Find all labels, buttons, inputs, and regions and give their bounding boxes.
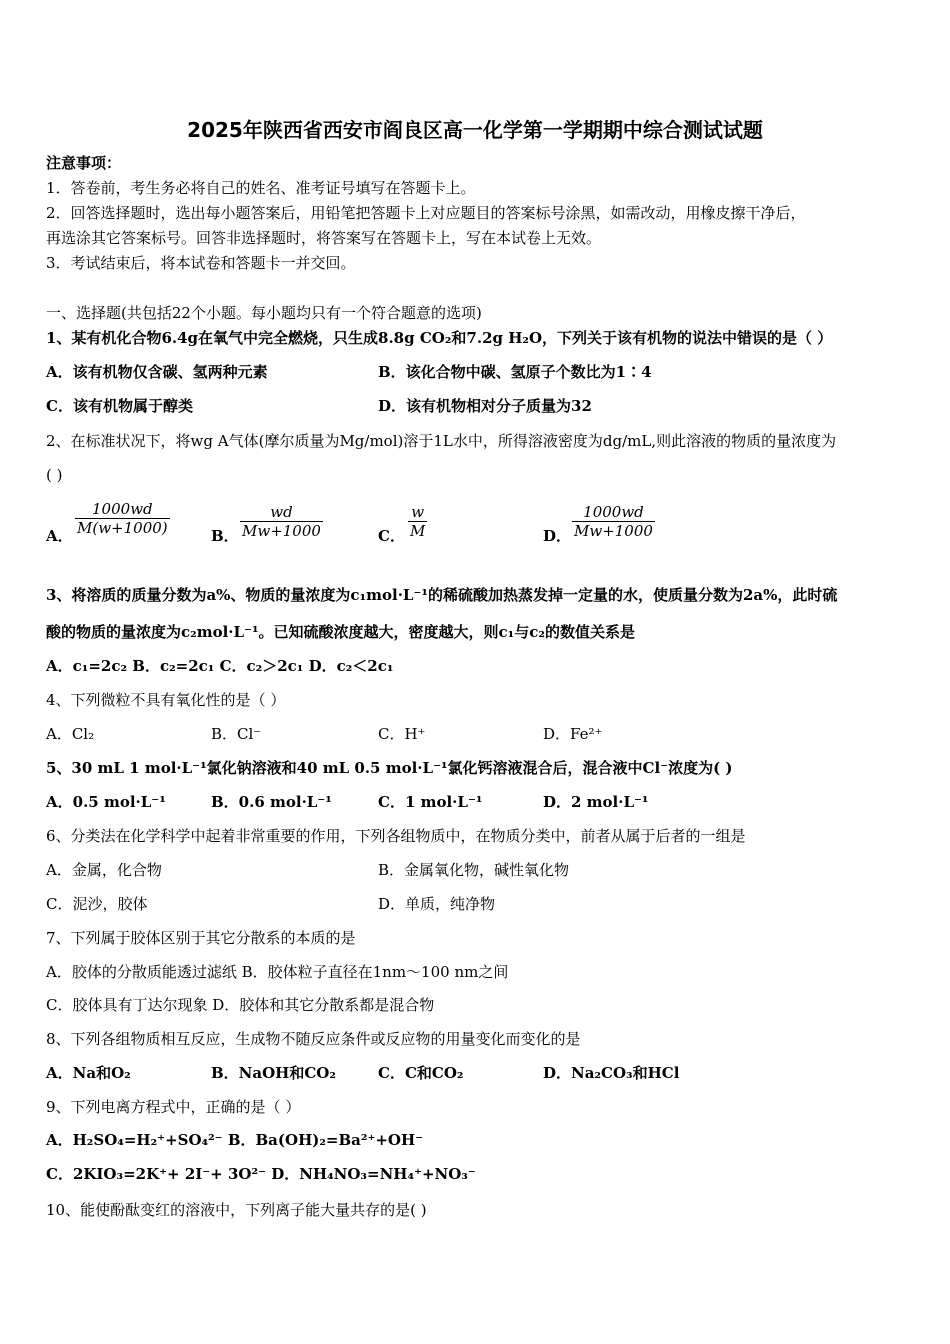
question-5-option-c: C．1 mol·L⁻¹	[378, 793, 483, 811]
question-6-option-b: B．金属氧化物，碱性氧化物	[378, 861, 570, 879]
question-4-option-d: D．Fe²⁺	[543, 725, 603, 743]
question-5-option-b: B．0.6 mol·L⁻¹	[211, 793, 332, 811]
question-8-stem: 8、下列各组物质相互反应，生成物不随反应条件或反应物的用量变化而变化的是	[46, 1030, 581, 1048]
question-8-option-c: C．C和CO₂	[378, 1064, 464, 1082]
notice-item: 再选涂其它答案标号。回答非选择题时，将答案写在答题卡上，写在本试卷上无效。	[46, 229, 602, 247]
fraction-numerator: 1000wd	[75, 500, 170, 519]
page-title: 2025年陕西省西安市阎良区高一化学第一学期期中综合测试试题	[187, 118, 763, 142]
notice-heading: 注意事项：	[46, 154, 122, 172]
question-2-stem: 2、在标准状况下，将wg A气体(摩尔质量为Mg/mol)溶于1L水中，所得溶液密度为dg/mL,则此溶液的物质的量浓度为	[46, 432, 837, 450]
question-7-options-ab: A．胶体的分散质能透过滤纸 B．胶体粒子直径在1nm～100 nm之间	[46, 963, 509, 981]
question-2-option-b-fraction	[240, 503, 323, 540]
question-3-stem: 3、将溶质的质量分数为a%、物质的量浓度为c₁mol·L⁻¹的稀硫酸加热蒸发掉一定量的水，使质量分数为2a%，此时硫	[46, 586, 838, 604]
question-3-stem-cont: 酸的物质的量浓度为c₂mol·L⁻¹。已知硫酸浓度越大，密度越大，则c₁与c₂的数值关系是	[46, 623, 635, 641]
notice-item: 1．答卷前，考生务必将自己的姓名、准考证号填写在答题卡上。	[46, 179, 476, 197]
question-10-stem: 10、能使酚酞变红的溶液中，下列离子能大量共存的是( )	[46, 1201, 427, 1219]
question-9-options-ab: A．H₂SO₄=H₂⁺+SO₄²⁻ B．Ba(OH)₂=Ba²⁺+OH⁻	[46, 1131, 424, 1149]
fraction-numerator: 1000wd	[572, 503, 655, 522]
question-2-option-b-label: B．	[211, 527, 239, 545]
question-9-options-cd: C．2KIO₃=2K⁺+ 2I⁻+ 3O²⁻ D．NH₄NO₃=NH₄⁺+NO₃⁻	[46, 1165, 476, 1183]
question-6-option-a: A．金属，化合物	[46, 861, 162, 879]
question-5-option-a: A．0.5 mol·L⁻¹	[46, 793, 166, 811]
question-8-option-d: D．Na₂CO₃和HCl	[543, 1064, 680, 1082]
question-8-option-b: B．NaOH和CO₂	[211, 1064, 336, 1082]
question-6-stem: 6、分类法在化学科学中起着非常重要的作用，下列各组物质中，在物质分类中，前者从属于后者的一组是	[46, 827, 746, 845]
question-2-option-a-fraction	[75, 500, 170, 537]
question-8-option-a: A．Na和O₂	[46, 1064, 131, 1082]
question-5-stem: 5、30 mL 1 mol·L⁻¹氯化钠溶液和40 mL 0.5 mol·L⁻¹氯化钙溶液混合后，混合液中Cl⁻浓度为( )	[46, 759, 733, 777]
question-2-option-a-label: A．	[46, 527, 73, 545]
question-6-option-c: C．泥沙，胶体	[46, 895, 148, 913]
fraction-denominator: M	[410, 522, 426, 540]
question-2-option-d-label: D．	[543, 527, 572, 545]
question-1-option-d: D．该有机物相对分子质量为32	[378, 397, 592, 415]
fraction-denominator: Mw+1000	[574, 522, 653, 540]
fraction-denominator: M(w+1000)	[77, 519, 168, 537]
question-4-option-b: B．Cl⁻	[211, 725, 262, 743]
question-6-option-d: D．单质，纯净物	[378, 895, 496, 913]
question-2-option-c-fraction	[408, 503, 427, 540]
question-1-stem: 1、某有机化合物6.4g在氧气中完全燃烧，只生成8.8g CO₂和7.2g H₂O，下列关于该有机物的说法中错误的是（ ）	[46, 329, 833, 347]
fraction-numerator: wd	[240, 503, 323, 522]
question-1-option-b: B．该化合物中碳、氢原子个数比为1∶4	[378, 363, 652, 381]
question-4-option-a: A．Cl₂	[46, 725, 95, 743]
question-7-options-cd: C．胶体具有丁达尔现象 D．胶体和其它分散系都是混合物	[46, 996, 435, 1014]
question-4-stem: 4、下列微粒不具有氧化性的是（ ）	[46, 691, 286, 709]
question-5-option-d: D．2 mol·L⁻¹	[543, 793, 649, 811]
notice-item: 2．回答选择题时，选出每小题答案后，用铅笔把答题卡上对应题目的答案标号涂黑，如需改动，用橡皮擦干净后，	[46, 204, 806, 222]
question-1-option-a: A．该有机物仅含碳、氢两种元素	[46, 363, 268, 381]
question-2-paren: ( )	[46, 466, 63, 484]
section-heading: 一、选择题(共包括22个小题。每小题均只有一个符合题意的选项)	[46, 304, 482, 322]
question-3-options: A．c₁=2c₂ B．c₂=2c₁ C．c₂＞2c₁ D．c₂＜2c₁	[46, 657, 394, 675]
fraction-numerator: w	[408, 503, 427, 522]
fraction-denominator: Mw+1000	[242, 522, 321, 540]
question-4-option-c: C．H⁺	[378, 725, 426, 743]
question-2-option-d-fraction	[572, 503, 655, 540]
question-2-option-c-label: C．	[378, 527, 405, 545]
question-9-stem: 9、下列电离方程式中，正确的是（ ）	[46, 1098, 301, 1116]
question-1-option-c: C．该有机物属于醇类	[46, 397, 193, 415]
notice-item: 3．考试结束后，将本试卷和答题卡一并交回。	[46, 254, 356, 272]
question-7-stem: 7、下列属于胶体区别于其它分散系的本质的是	[46, 929, 356, 947]
